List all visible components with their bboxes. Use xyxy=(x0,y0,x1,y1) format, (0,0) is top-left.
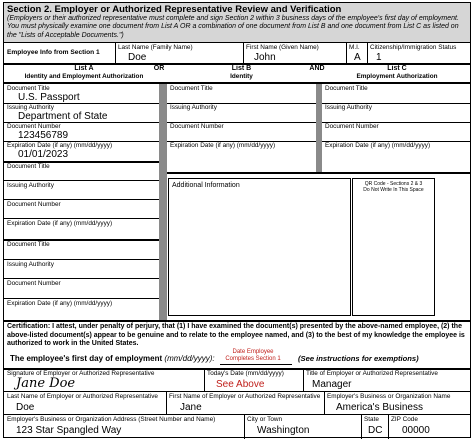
city-label: City or Town xyxy=(247,416,283,423)
employee-info-label: Employee Info from Section 1 xyxy=(7,49,100,56)
qr-code-area: QR Code - Sections 2 & 3 Do Not Write In This Space xyxy=(352,178,435,316)
zip[interactable]: 00000 xyxy=(402,425,430,436)
city[interactable]: Washington xyxy=(257,425,310,436)
employee-first-name[interactable]: John xyxy=(254,52,276,63)
list-c-heading: List C xyxy=(387,65,407,72)
employee-status-label: Citizenship/Immigration Status xyxy=(370,44,457,51)
list-a-doc2-authority-label: Issuing Authority xyxy=(7,182,54,189)
employer-title[interactable]: Manager xyxy=(312,379,352,390)
employee-last-name[interactable]: Doe xyxy=(128,52,147,63)
list-a-doc3-authority-label: Issuing Authority xyxy=(7,261,54,268)
employee-mi-label: M.I. xyxy=(349,44,360,51)
and-label: AND xyxy=(309,65,325,72)
list-c-title-label: Document Title xyxy=(325,85,368,92)
list-a-doc1-number-label: Document Number xyxy=(7,123,61,130)
list-a-doc1-expiration[interactable]: 01/01/2023 xyxy=(18,149,69,160)
employer-signature-label: Signature of Employer or Authorized Representative xyxy=(7,370,155,377)
list-b-title-label: Document Title xyxy=(170,85,213,92)
list-b-authority-label: Issuing Authority xyxy=(170,104,217,111)
or-label: OR xyxy=(153,65,165,72)
separator-band-left xyxy=(159,84,167,320)
list-a-doc1-title[interactable]: U.S. Passport xyxy=(18,92,80,103)
todays-date-label: Today's Date (mm/dd/yyyy) xyxy=(207,370,284,377)
state-label: State xyxy=(364,416,379,423)
additional-info-box[interactable] xyxy=(168,178,351,316)
first-day-value[interactable]: Date Employee Completes Section 1 xyxy=(225,349,281,362)
list-a-doc1-number[interactable]: 123456789 xyxy=(18,130,69,141)
state[interactable]: DC xyxy=(368,425,383,436)
section-header xyxy=(4,3,470,43)
list-c-authority-label: Issuing Authority xyxy=(325,104,372,111)
todays-date[interactable]: See Above xyxy=(216,379,265,390)
employer-first-name-label: First Name of Employer or Authorized Representative xyxy=(169,393,321,400)
list-a-heading: List A xyxy=(74,65,94,72)
separator-band-right xyxy=(316,84,322,172)
list-a-doc3-expiration-label: Expiration Date (if any) (mm/dd/yyyy) xyxy=(7,300,113,307)
employee-first-name-label: First Name (Given Name) xyxy=(246,44,319,51)
list-b-heading: List B xyxy=(231,65,252,72)
business-address[interactable]: 123 Star Spangled Way xyxy=(16,425,122,436)
list-a-subheading: Identity and Employment Authorization xyxy=(24,73,144,80)
first-day-label-text: The employee's first day of employment xyxy=(10,354,163,363)
list-a-doc2-expiration-label: Expiration Date (if any) (mm/dd/yyyy) xyxy=(7,220,113,227)
employer-signature[interactable]: Jane Doe xyxy=(16,376,76,391)
employer-last-name[interactable]: Doe xyxy=(16,402,35,413)
employer-last-name-label: Last Name of Employer or Authorized Representative xyxy=(7,393,158,400)
employee-last-name-label: Last Name (Family Name) xyxy=(118,44,193,51)
see-instructions-note: (See instructions for exemptions) xyxy=(298,354,419,363)
certification-text: Certification: I attest, under penalty of perjury, that (1) I have examined the document(s) presented by the above-named employee, (2) the above-listed document(s) appear to be genuine and to relate to the employee named, and (3) to the best of my knowledge the employee is authorized to work in the United States. xyxy=(7,323,465,347)
list-a-doc1-authority[interactable]: Department of State xyxy=(18,111,108,122)
list-c-number-label: Document Number xyxy=(325,123,379,130)
list-a-doc2-title-label: Document Title xyxy=(7,163,50,170)
employer-title-label: Title of Employer or Authorized Representative xyxy=(306,370,438,377)
list-a-doc1-expiration-label: Expiration Date (if any) (mm/dd/yyyy) xyxy=(7,142,113,149)
section-title: Section 2. Employer or Authorized Representative Review and Verification xyxy=(7,4,342,15)
business-address-label: Employer's Business or Organization Address (Street Number and Name) xyxy=(7,416,216,423)
first-day-format: (mm/dd/yyyy): xyxy=(164,354,215,363)
list-a-doc1-title-label: Document Title xyxy=(7,85,50,92)
additional-info-label: Additional Information xyxy=(172,182,240,189)
employee-mi[interactable]: A xyxy=(354,52,361,63)
list-a-doc3-number-label: Document Number xyxy=(7,280,61,287)
first-day-label xyxy=(10,354,215,363)
section-2-form xyxy=(3,2,471,438)
business-name-label: Employer's Business or Organization Name xyxy=(327,393,451,400)
employer-first-name[interactable]: Jane xyxy=(180,402,202,413)
zip-label: ZIP Code xyxy=(391,416,418,423)
employee-status[interactable]: 1 xyxy=(376,52,382,63)
business-name[interactable]: America's Business xyxy=(336,402,423,413)
section-instructions: (Employers or their authorized representative must complete and sign Section 2 within 3 business days of the employee's first day of employment. You must physically examine one document from List A OR a combination of one document from List B and one document from List C as listed on the "Lists of Acceptable Documents.") xyxy=(7,15,459,39)
list-b-subheading: Identity xyxy=(230,73,253,80)
list-b-number-label: Document Number xyxy=(170,123,224,130)
list-c-expiration-label: Expiration Date (if any) (mm/dd/yyyy) xyxy=(325,142,431,149)
list-a-doc2-number-label: Document Number xyxy=(7,201,61,208)
list-a-doc3-title-label: Document Title xyxy=(7,241,50,248)
list-a-doc1-authority-label: Issuing Authority xyxy=(7,104,54,111)
list-c-subheading: Employment Authorization xyxy=(356,73,438,80)
list-b-expiration-label: Expiration Date (if any) (mm/dd/yyyy) xyxy=(170,142,276,149)
